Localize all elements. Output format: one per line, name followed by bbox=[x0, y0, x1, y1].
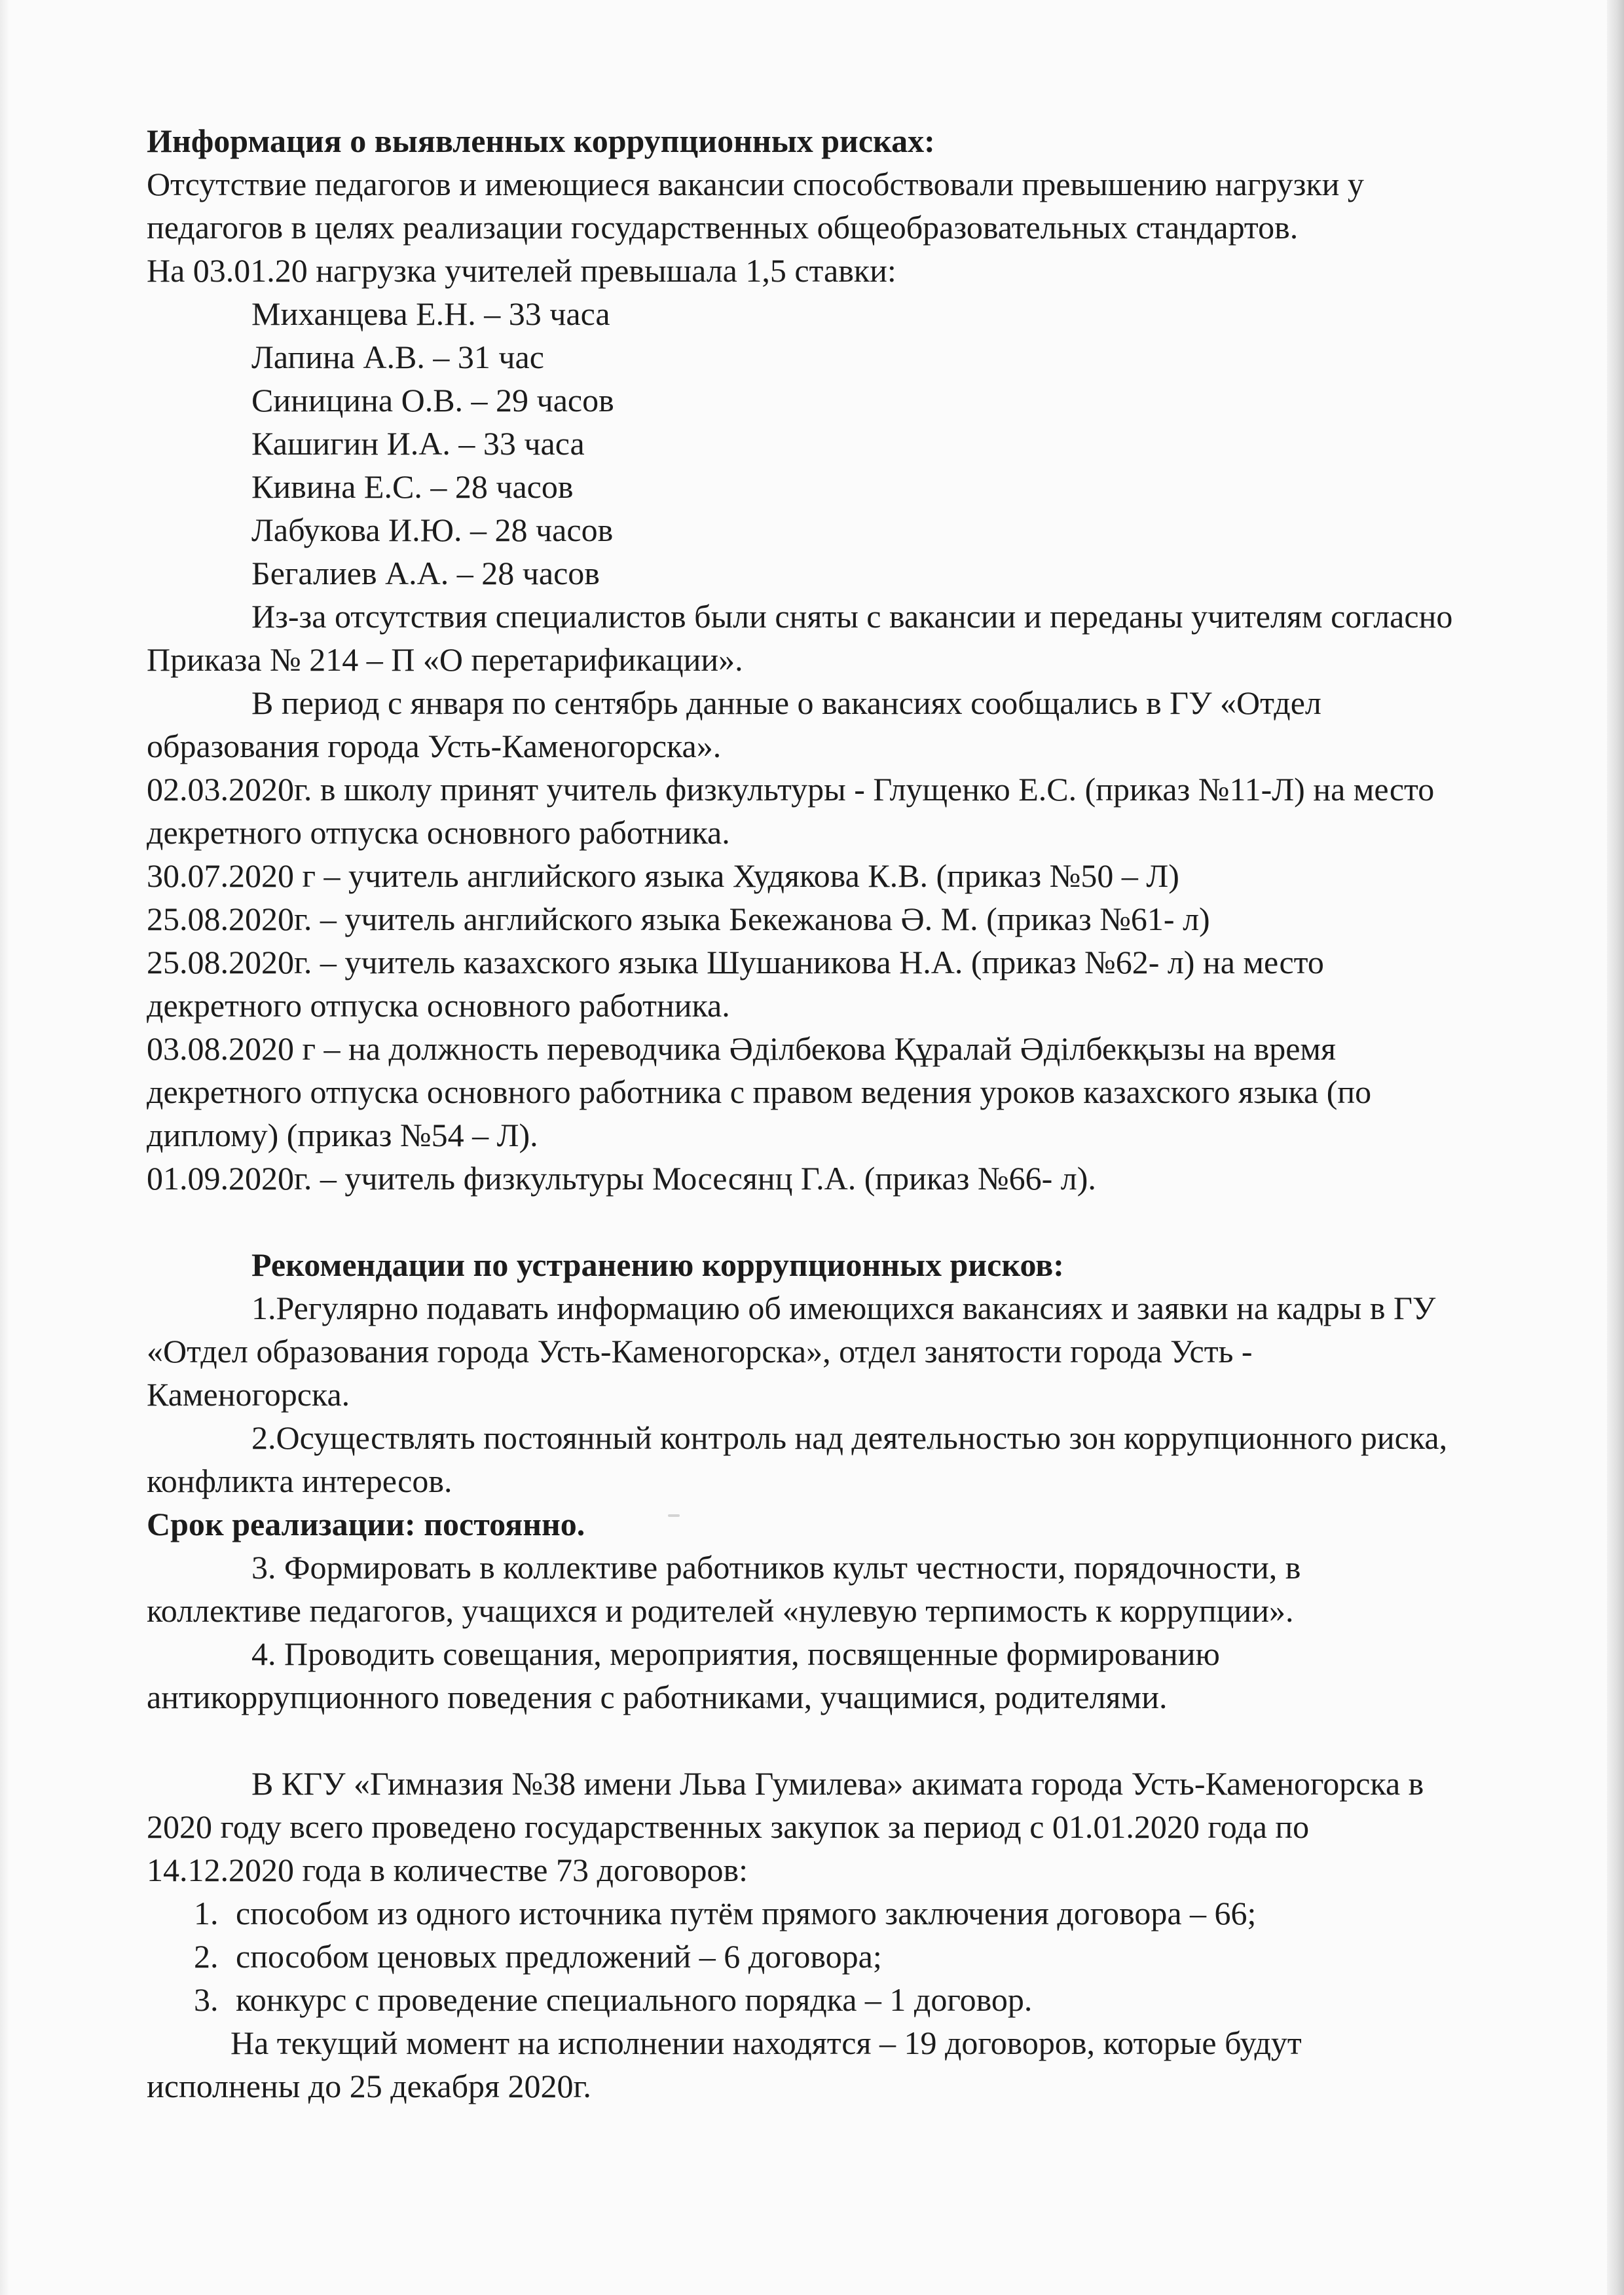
hire-entry: 03.08.2020 г – на должность переводчика Әділбекова Құралай Әділбекқызы на время декретного отпуска основного работника с правом ведения уроков казахского языка (по диплому) (приказ №54 – Л). bbox=[147, 1030, 1372, 1153]
risks-heading: Информация о выявленных коррупционных рисках: bbox=[147, 122, 935, 159]
list-item: Кашигин И.А. – 33 часа bbox=[251, 425, 585, 462]
document-body bbox=[147, 119, 1456, 2108]
list-item: Лапина А.В. – 31 час bbox=[251, 339, 544, 375]
list-item bbox=[147, 1978, 1456, 2021]
load-line: На 03.01.20 нагрузка учителей превышала 1,5 ставки: bbox=[147, 252, 896, 289]
scan-speck bbox=[765, 1700, 768, 1704]
list-number: 1. bbox=[194, 1895, 219, 1931]
hire-entry: 02.03.2020г. в школу принят учитель физкультуры - Глущенко Е.С. (приказ №11-Л) на место декретного отпуска основного работника. bbox=[147, 771, 1435, 851]
list-text: конкурс с проведение специального порядка – 1 договор. bbox=[236, 1981, 1033, 2018]
procurement-list bbox=[147, 1892, 1456, 2021]
hire-entry: 25.08.2020г. – учитель казахского языка Шушаникова Н.А. (приказ №62- л) на место декретного отпуска основного работника. bbox=[147, 944, 1324, 1024]
list-item: Миханцева Е.Н. – 33 часа bbox=[251, 295, 610, 332]
procurement-closing: На текущий момент на исполнении находятся – 19 договоров, которые будут исполнены до 25 декабря 2020г. bbox=[147, 2024, 1302, 2104]
deadline-line: Срок реализации: постоянно. bbox=[147, 1506, 585, 1542]
recommendation-item-3: 3. Формировать в коллективе работников культ честности, порядочности, в коллективе педагогов, учащихся и родителей «нулевую терпимость к коррупции». bbox=[147, 1549, 1301, 1629]
list-item: Синицина О.В. – 29 часов bbox=[251, 382, 614, 419]
period-paragraph: В период с января по сентябрь данные о вакансиях сообщались в ГУ «Отдел образования города Усть-Каменогорска». bbox=[147, 684, 1321, 764]
hire-entry: 30.07.2020 г – учитель английского языка Худякова К.В. (приказ №50 – Л) bbox=[147, 857, 1179, 894]
spacer bbox=[147, 1719, 1456, 1762]
vacancies-paragraph: Из-за отсутствия специалистов были сняты с вакансии и переданы учителям согласно Приказа № 214 – П «О перетарификации». bbox=[147, 598, 1453, 678]
scan-speck bbox=[930, 1446, 934, 1450]
list-item bbox=[147, 1892, 1456, 1935]
recommendations-heading: Рекомендации по устранению коррупционных рисков: bbox=[251, 1246, 1064, 1283]
scan-speck bbox=[668, 1514, 680, 1517]
recommendation-item-1: 1.Регулярно подавать информацию об имеющихся вакансиях и заявки на кадры в ГУ «Отдел образования города Усть-Каменогорска», отдел занятости города Усть - Каменогорска. bbox=[147, 1290, 1436, 1413]
procurement-intro: В КГУ «Гимназия №38 имени Льва Гумилева» акимата города Усть-Каменогорска в 2020 году всего проведено государственных закупок за период с 01.01.2020 года по 14.12.2020 года в количестве 73 договоров: bbox=[147, 1765, 1424, 1888]
list-item: Лабукова И.Ю. – 28 часов bbox=[251, 512, 614, 548]
recommendation-item-2: 2.Осуществлять постоянный контроль над деятельностью зон коррупционного риска, конфликта интересов. bbox=[147, 1419, 1448, 1499]
list-item: Кивина Е.С. – 28 часов bbox=[251, 468, 574, 505]
risks-intro: Отсутствие педагогов и имеющиеся вакансии способствовали превышению нагрузки у педагогов в целях реализации государственных общеобразовательных стандартов. bbox=[147, 166, 1364, 246]
list-text: способом ценовых предложений – 6 договора; bbox=[236, 1938, 882, 1975]
hire-entry: 25.08.2020г. – учитель английского языка Бекежанова Ә. М. (приказ №61- л) bbox=[147, 901, 1210, 937]
teacher-list bbox=[147, 292, 1456, 595]
page-right-edge-shadow bbox=[1607, 0, 1624, 2295]
list-number: 3. bbox=[194, 1981, 219, 2018]
recommendation-item-4: 4. Проводить совещания, мероприятия, посвященные формированию антикоррупционного поведения с работниками, учащимися, родителями. bbox=[147, 1635, 1220, 1715]
list-text: способом из одного источника путём прямого заключения договора – 66; bbox=[236, 1895, 1257, 1931]
list-item: Бегалиев А.А. – 28 часов bbox=[251, 555, 600, 591]
page-left-edge-shadow bbox=[0, 0, 9, 2295]
list-number: 2. bbox=[194, 1938, 219, 1975]
spacer bbox=[147, 1200, 1456, 1243]
list-item bbox=[147, 1935, 1456, 1978]
hire-entry: 01.09.2020г. – учитель физкультуры Мосесянц Г.А. (приказ №66- л). bbox=[147, 1160, 1096, 1197]
